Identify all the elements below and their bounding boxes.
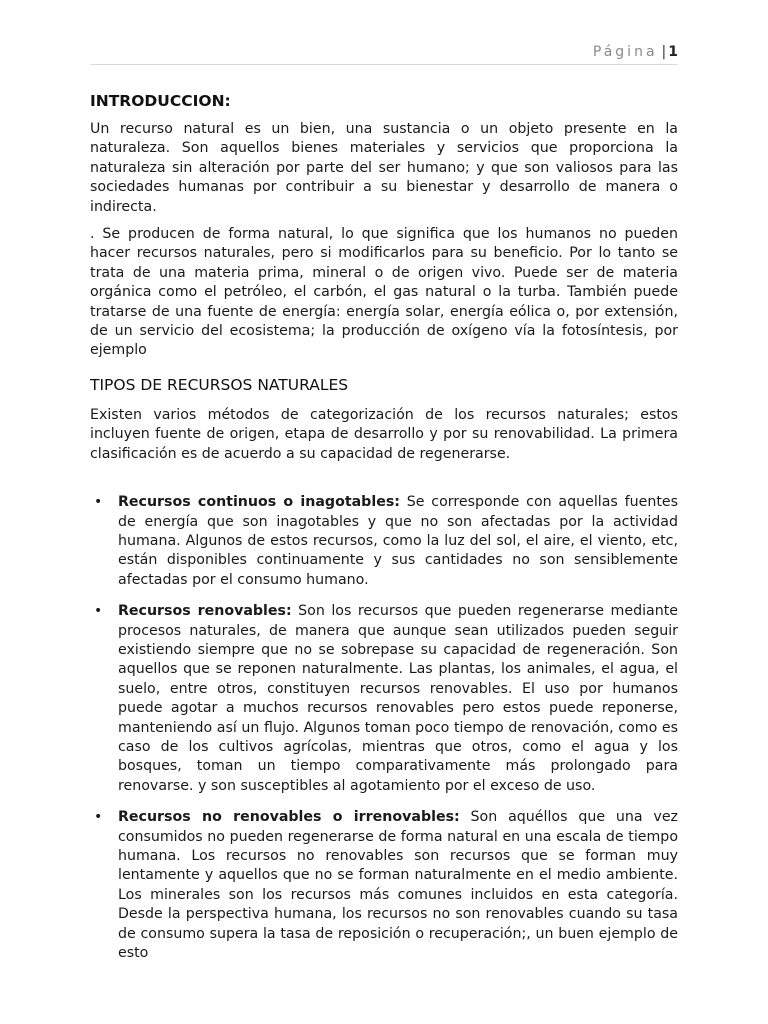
page-header <box>90 44 678 65</box>
page-number: 1 <box>668 44 678 60</box>
types-heading: TIPOS DE RECURSOS NATURALES <box>90 375 349 394</box>
list-item-renewable <box>90 602 678 796</box>
list-item-text: Son los recursos que pueden regenerarse mediante procesos naturales, de manera que aunque sean utilizados pueden seguir existiendo siempre que no se sobrepase su capacidad de regeneración. Son aquellos que se reponen naturalmente. Las plantas, los animales, el agua, el suelo, entre otros, constituyen recursos renovables. El uso por humanos puede agotar a muchos recursos renovables pero estos puede reponerse, manteniendo así un flujo. Algunos toman poco tiempo de renovación, como es caso de los cultivos agrícolas, mientras que otros, como el agua y los bosques, toman un tiempo comparativamente más prolongado para renovarse. y son susceptibles al agotamiento por el exceso de uso. <box>118 603 678 794</box>
list-item-text: Se corresponde con aquellas fuentes de energía que son inagotables y que no son afectadas por la actividad humana. Algunos de estos recursos, como la luz del sol, el aire, el viento, etc, están disponibles continuamente y sus cantidades no son sensiblemente afectadas por el consumo humano. <box>118 494 679 588</box>
bullet-marker: • <box>94 809 103 826</box>
resource-types-list <box>90 493 678 963</box>
document-body <box>90 92 678 963</box>
list-item-term: Recursos no renovables o irrenovables: <box>118 809 460 826</box>
list-item-term: Recursos continuos o inagotables: <box>118 494 400 511</box>
list-item-non-renewable <box>90 808 678 963</box>
list-item-term: Recursos renovables: <box>118 603 292 620</box>
types-paragraph: Existen varios métodos de categorización de los recursos naturales; estos incluyen fuente de origen, etapa de desarrollo y por su renovabilidad. La primera clasificación es de acuerdo a su capacidad de regenerarse. <box>90 406 678 462</box>
list-item-continuous <box>90 493 678 590</box>
intro-paragraph-2: . Se producen de forma natural, lo que significa que los humanos no pueden hacer recursos naturales, pero si modificarlos para su beneficio. Por lo tanto se trata de una materia prima, mineral o de origen vivo. Puede ser de materia orgánica como el petróleo, el carbón, el gas natural o la turba. También puede tratarse de una fuente de energía: energía solar, energía eólica o, por extensión, de un servicio del ecosistema; la producción de oxígeno vía la fotosíntesis, por ejemplo <box>90 226 678 359</box>
list-item-text: Son aquéllos que una vez consumidos no pueden regenerarse de forma natural en una escala de tiempo humana. Los recursos no renovables son recursos que se forman muy lentamente y aquellos que no se forman naturalmente en el medio ambiente. Los minerales son los recursos más comunes incluidos en esta categoría. Desde la perspectiva humana, los recursos no son renovables cuando su tasa de consumo supera la tasa de reposición o recuperación;, un buen ejemplo de esto <box>118 809 678 962</box>
page-label: Página <box>592 44 658 60</box>
bullet-marker: • <box>94 494 103 511</box>
intro-paragraph-1: Un recurso natural es un bien, una sustancia o un objeto presente en la naturaleza. Son aquellos bienes materiales y servicios que proporciona la naturaleza sin alteración por parte del ser humano; y que son valiosos para las sociedades humanas por contribuir a su bienestar y desarrollo de manera o indirecta. <box>90 121 678 215</box>
page-separator: | <box>661 44 667 60</box>
intro-heading: INTRODUCCION: <box>90 92 231 110</box>
bullet-marker: • <box>94 603 103 620</box>
